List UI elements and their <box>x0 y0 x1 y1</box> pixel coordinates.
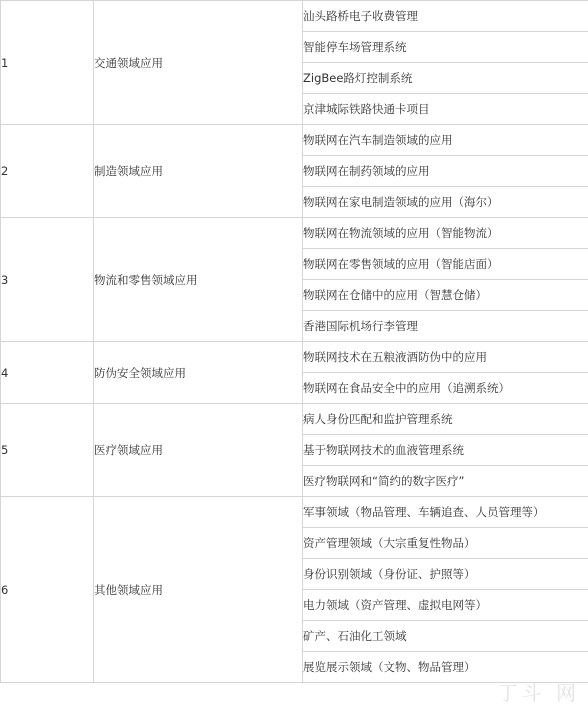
application-field: 防伪安全领域应用 <box>94 342 303 404</box>
row-number: 4 <box>1 342 94 404</box>
table-body <box>1 1 588 683</box>
application-item: 物联网在家电制造领域的应用（海尔） <box>303 187 588 218</box>
table-row <box>1 404 588 435</box>
application-item: 物联网在零售领域的应用（智能店面） <box>303 249 588 280</box>
application-item: 病人身份匹配和监护管理系统 <box>303 404 588 435</box>
application-item: 医疗物联网和“简约的数字医疗” <box>303 466 588 497</box>
application-item: 军事领域（物品管理、车辆追查、人员管理等） <box>303 497 588 528</box>
application-item: 资产管理领域（大宗重复性物品） <box>303 528 588 559</box>
application-item: 物联网在制药领域的应用 <box>303 156 588 187</box>
application-item: 智能停车场管理系统 <box>303 32 588 63</box>
row-number: 3 <box>1 218 94 342</box>
application-item: 基于物联网技术的血液管理系统 <box>303 435 588 466</box>
row-number: 6 <box>1 497 94 683</box>
application-item: 物联网在仓储中的应用（智慧仓储） <box>303 280 588 311</box>
application-field: 制造领域应用 <box>94 125 303 218</box>
application-field: 交通领域应用 <box>94 1 303 125</box>
application-item: 物联网技术在五粮液酒防伪中的应用 <box>303 342 588 373</box>
table-row <box>1 342 588 373</box>
application-field: 物流和零售领域应用 <box>94 218 303 342</box>
row-number: 1 <box>1 1 94 125</box>
row-number: 5 <box>1 404 94 497</box>
application-item: 京津城际铁路快通卡项目 <box>303 94 588 125</box>
watermark: 丁斗 网 <box>497 681 580 705</box>
table-row <box>1 1 588 32</box>
application-field: 医疗领域应用 <box>94 404 303 497</box>
application-item: 物联网在食品安全中的应用（追溯系统） <box>303 373 588 404</box>
application-item: 身份识别领域（身份证、护照等） <box>303 559 588 590</box>
application-item: 物联网在汽车制造领域的应用 <box>303 125 588 156</box>
row-number: 2 <box>1 125 94 218</box>
application-field: 其他领域应用 <box>94 497 303 683</box>
application-item: 电力领域（资产管理、虚拟电网等） <box>303 590 588 621</box>
application-item: ZigBee路灯控制系统 <box>303 63 588 94</box>
table-row <box>1 125 588 156</box>
table-row <box>1 218 588 249</box>
application-item: 物联网在物流领域的应用（智能物流） <box>303 218 588 249</box>
application-item: 香港国际机场行李管理 <box>303 311 588 342</box>
application-item: 汕头路桥电子收费管理 <box>303 1 588 32</box>
application-item: 展览展示领域（文物、物品管理） <box>303 652 588 683</box>
table-row <box>1 497 588 528</box>
application-item: 矿产、石油化工领域 <box>303 621 588 652</box>
